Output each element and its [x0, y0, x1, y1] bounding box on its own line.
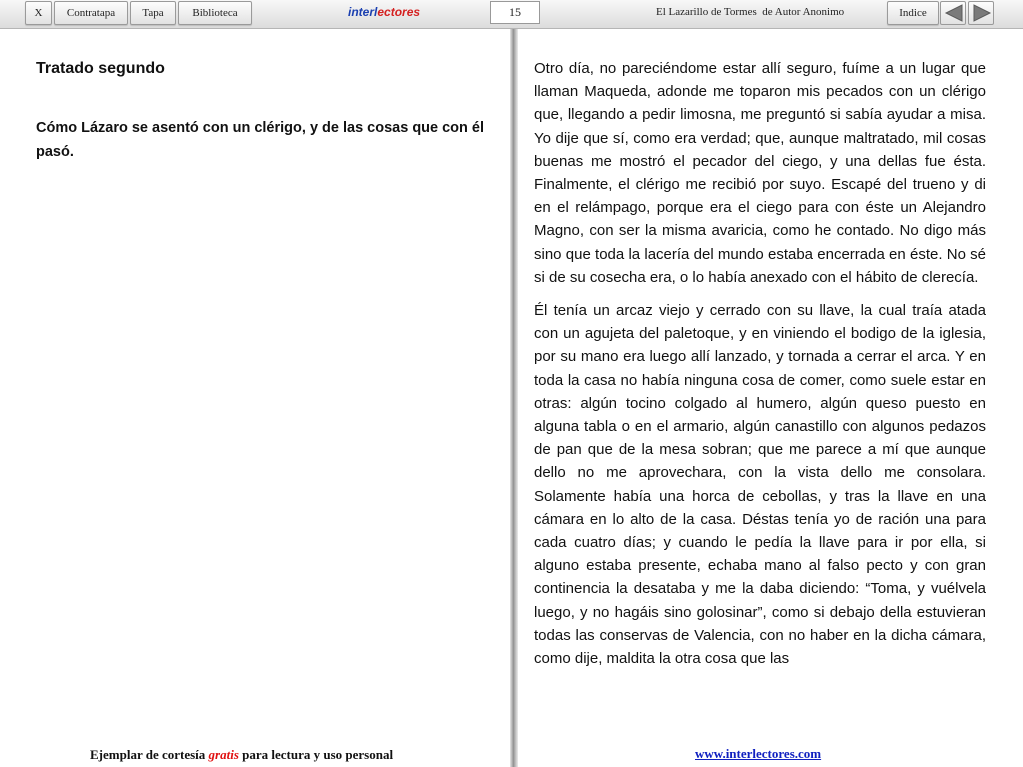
chapter-title: Tratado segundo: [36, 60, 165, 77]
paragraph: Otro día, no pareciéndome estar allí seguro, fuíme a un lugar que llaman Maqueda, adonde me toparon mis pecados con un clérigo que, llegando a pedir limosna, me preguntó si sabía ayudar a misa. Yo dije que sí, como era verdad; que, aunque maltratado, mil cosas buenas me mostró el pecador del ciego, y una dellas fue ésta. Finalmente, el clérigo me recibió por suyo. Escapé del trueno y di en el relámpago, porque era el ciego para con éste un Alejandro Magno, con ser la misma avaricia, como he contado. No digo más sino que toda la lacería del mundo estaba encerrada en éste. No sé si de su cosecha era, o lo había anexado con el hábito de clerecía.: [534, 60, 986, 286]
page-number-field[interactable]: 15: [490, 1, 540, 24]
paragraph: Él tenía un arcaz viejo y cerrado con su llave, la cual traía atada con un agujeta del paletoque, y en viniendo el bodigo de la iglesia, por su mano era luego allí lanzado, y tornada a cerrar el arca. Y en toda la casa no había ninguna cosa de comer, como suele estar en otras: algún tocino colgado al humero, algún queso puesto en alguna tabla o en el armario, algún canastillo con algunos pedazos de pan que de la mesa sobran; que me parece a mí que aunque dello no me aprovechara, con la vista dello me consolara. Solamente había una horca de cebollas, y tras la llave en una cámara en lo alto de la casa. Déstas tenía yo de ración una para cada cuatro días; y cuando le pedía la llave para ir por ella, si alguno estaba presente, echaba mano al falso pecto y con gran continencia la desataba y me la daba diciendo: “Toma, y vuélvela luego, y no hagáis sino golosinar”, como si debajo della estuvieran todas las conservas de Valencia, con no haber en la dicha cámara, como dije, maldita la otra cosa que las: [534, 302, 986, 668]
prev-page-button[interactable]: [940, 1, 966, 25]
right-page: [534, 57, 986, 680]
library-button[interactable]: Biblioteca: [178, 1, 252, 25]
close-button[interactable]: X: [25, 1, 52, 25]
brand-logo-part1: interl: [348, 5, 378, 19]
triangle-left-icon: [944, 4, 964, 22]
book-title: El Lazarillo de Tormes de Autor Anonimo: [656, 6, 845, 18]
chapter-subtitle: Cómo Lázaro se asentó con un clérigo, y de las cosas que con él pasó.: [36, 120, 485, 160]
website-link[interactable]: www.interlectores.com: [695, 746, 822, 761]
courtesy-notice: [90, 747, 393, 763]
courtesy-text-before: Ejemplar de cortesía: [90, 747, 209, 762]
back-cover-button[interactable]: Contratapa: [54, 1, 128, 25]
courtesy-free-word: gratis: [208, 747, 239, 762]
courtesy-text-after: para lectura y uso personal: [238, 747, 394, 762]
book-gutter: [510, 29, 518, 767]
toolbar: [0, 0, 1023, 29]
left-page: [36, 60, 491, 164]
brand-logo-part2: ectores: [377, 5, 421, 19]
cover-button[interactable]: Tapa: [130, 1, 176, 25]
index-button[interactable]: Indice: [887, 1, 939, 25]
next-page-button[interactable]: [968, 1, 994, 25]
triangle-right-icon: [972, 4, 992, 22]
brand-logo: [348, 5, 420, 19]
